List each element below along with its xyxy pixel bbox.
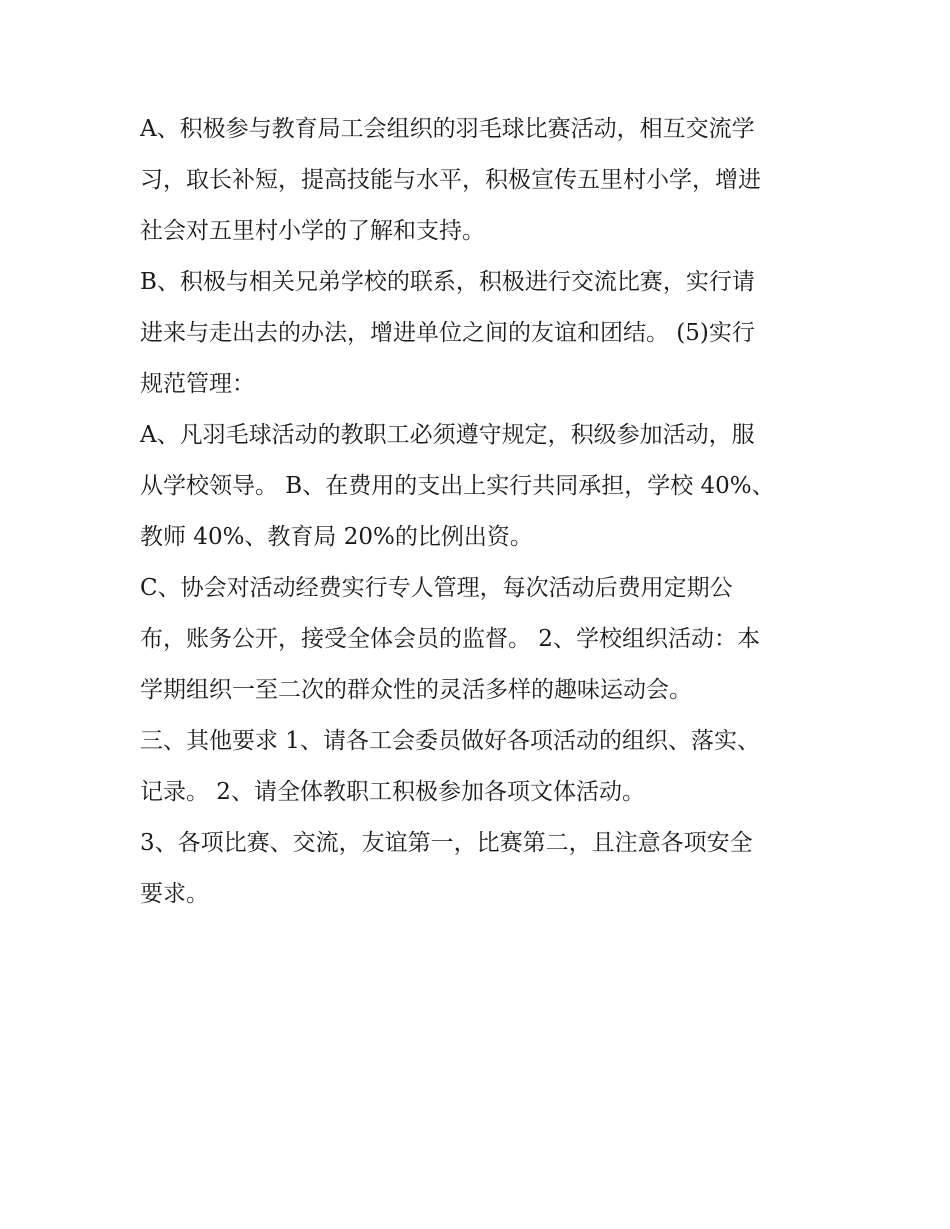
text-line: 规范管理： <box>140 371 255 397</box>
text-line: B、积极与相关兄弟学校的联系，积极进行交流比赛，实行请 <box>140 269 755 295</box>
text-line: A、凡羽毛球活动的教职工必须遵守规定，积级参加活动，服 <box>140 422 755 448</box>
text-line: 进来与走出去的办法，增进单位之间的友谊和团结。 (5)实行 <box>140 320 755 346</box>
text-line: 布，账务公开，接受全体会员的监督。 2、学校组织活动：本 <box>140 626 760 652</box>
text-line: 3、各项比赛、交流，友谊第一，比赛第二，且注意各项安全 <box>140 830 753 856</box>
text-line: 从学校领导。 B、在费用的支出上实行共同承担，学校 40%、 <box>140 473 775 499</box>
document-body <box>140 104 820 920</box>
text-line: 记录。 2、请全体教职工积极参加各项文体活动。 <box>140 779 645 805</box>
text-line: 社会对五里村小学的了解和支持。 <box>140 218 485 244</box>
text-line: 习，取长补短，提高技能与水平，积极宣传五里村小学，增进 <box>140 167 761 193</box>
text-line: 三、其他要求 1、请各工会委员做好各项活动的组织、落实、 <box>140 728 760 754</box>
text-line: 教师 40%、教育局 20%的比例出资。 <box>140 524 533 550</box>
text-line: 学期组织一至二次的群众性的灵活多样的趣味运动会。 <box>140 677 692 703</box>
text-line: C、协会对活动经费实行专人管理，每次活动后费用定期公 <box>140 575 733 601</box>
text-line: A、积极参与教育局工会组织的羽毛球比赛活动，相互交流学 <box>140 116 755 142</box>
text-line: 要求。 <box>140 881 209 907</box>
